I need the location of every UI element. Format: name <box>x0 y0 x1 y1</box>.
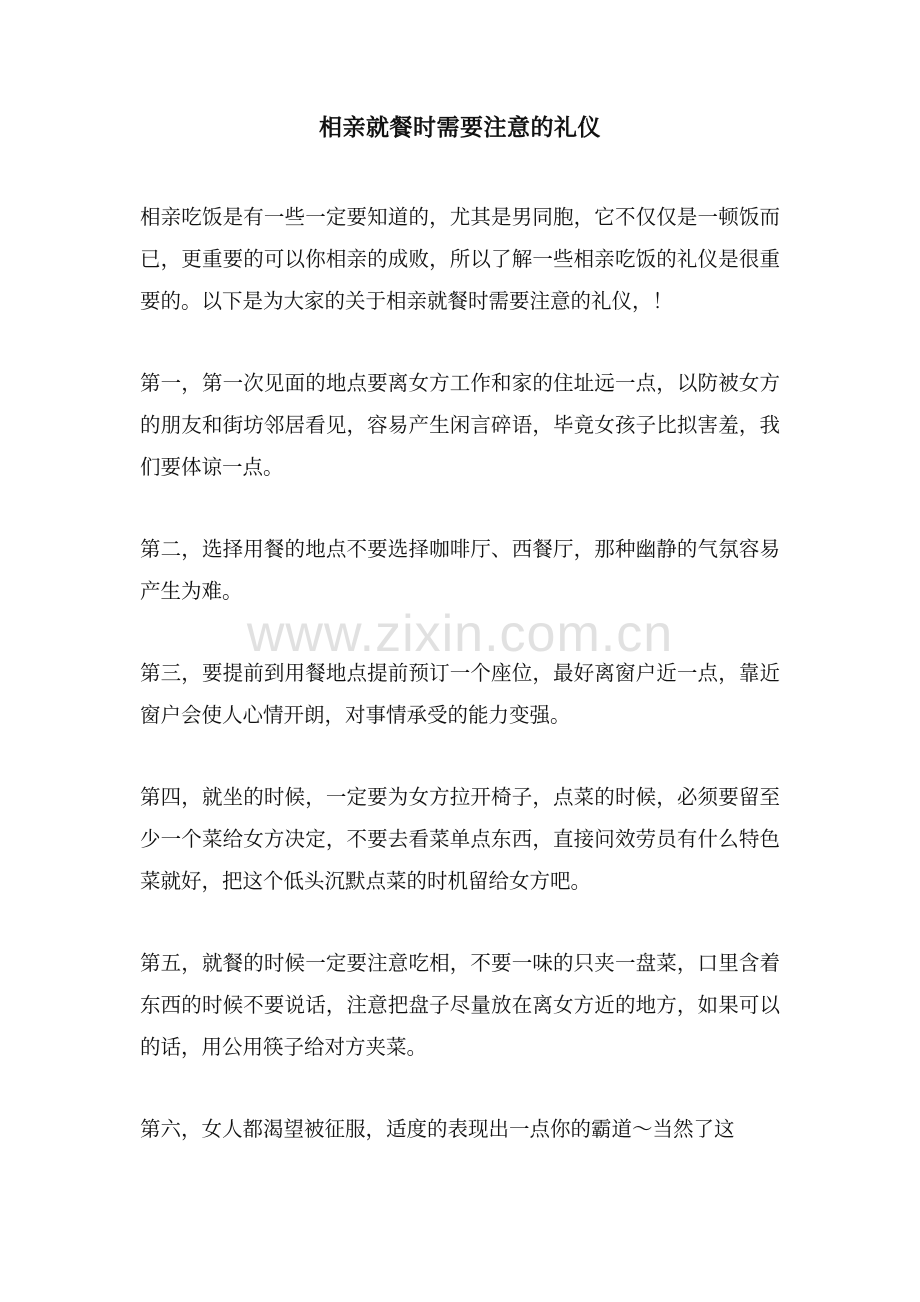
paragraph-third: 第三，要提前到用餐地点提前预订一个座位，最好离窗户近一点，靠近窗户会使人心情开朗，对事情承受的能力变强。 <box>140 661 780 727</box>
paragraph-intro: 相亲吃饭是有一些一定要知道的，尤其是男同胞，它不仅仅是一顿饭而已，更重要的可以你相亲的成败，所以了解一些相亲吃饭的礼仪是很重要的。以下是为大家的关于相亲就餐时需要注意的礼仪，！ <box>140 205 780 313</box>
document-body <box>140 196 780 1190</box>
paragraph-fourth: 第四，就坐的时候，一定要为女方拉开椅子，点菜的时候，必须要留至少一个菜给女方决定，不要去看菜单点东西，直接问效劳员有什么特色菜就好，把这个低头沉默点菜的时机留给女方吧。 <box>140 785 780 893</box>
paragraph-fifth: 第五，就餐的时候一定要注意吃相，不要一味的只夹一盘菜，口里含着东西的时候不要说话，注意把盘子尽量放在离女方近的地方，如果可以的话，用公用筷子给对方夹菜。 <box>140 951 780 1059</box>
paragraph-sixth: 第六，女人都渴望被征服，适度的表现出一点你的霸道～当然了这 <box>140 1117 735 1141</box>
paragraph-second: 第二，选择用餐的地点不要选择咖啡厅、西餐厅，那种幽静的气氛容易产生为难。 <box>140 537 780 603</box>
document-title: 相亲就餐时需要注意的礼仪 <box>319 114 601 141</box>
paragraph-first: 第一，第一次见面的地点要离女方工作和家的住址远一点，以防被女方的朋友和街坊邻居看见，容易产生闲言碎语，毕竟女孩子比拟害羞，我们要体谅一点。 <box>140 371 780 479</box>
watermark: www.zixin.com.cn <box>246 605 674 663</box>
